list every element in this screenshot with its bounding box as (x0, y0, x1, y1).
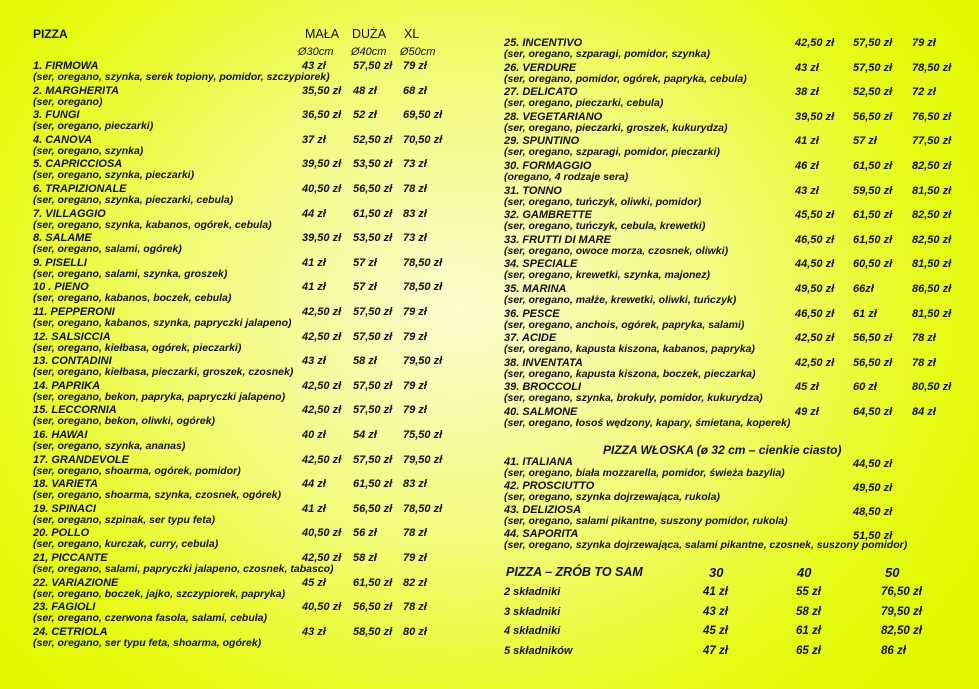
pizza-name: 12. SALSICCIA (33, 330, 111, 343)
pizza-name: 26. VERDURE (504, 61, 577, 74)
pizza-ingredients: (ser, oregano, łosoś wędzony, kapary, śmietana, koperek) (504, 417, 791, 429)
price-large: 57 zł (353, 281, 377, 294)
wloska-name: 42. PROSCIUTTO (504, 480, 595, 492)
zrob-price-40: 65 zł (796, 644, 821, 657)
pizza-ingredients: (ser, oregano, shoarma, szynka, czosnek, ogórek) (33, 489, 282, 502)
pizza-ingredients: (ser, oregano, kiełbasa, ogórek, pieczarki) (33, 341, 242, 354)
price-xl: 79,50 zł (403, 355, 443, 368)
price-large: 61,50 zł (353, 207, 393, 220)
price-large: 61 zł (853, 307, 877, 320)
price-xl: 76,50 zł (912, 110, 952, 123)
price-large: 56,50 zł (353, 183, 393, 195)
pizza-ingredients: (ser, oregano, ser typu feta, shoarma, ogórek) (33, 636, 262, 649)
price-large: 57,50 zł (353, 404, 393, 417)
pizza-name: 10 . PIENO (33, 281, 89, 294)
price-large: 56,50 zł (353, 502, 393, 515)
pizza-ingredients: (ser, oregano, szynka, ananas) (33, 440, 186, 452)
pizza-ingredients: (ser, oregano, szynka, pieczarki) (33, 169, 195, 182)
diameter-xl: Ø50cm (400, 46, 436, 58)
price-large: 57,50 zł (353, 306, 393, 318)
pizza-name: 40. SALMONE (504, 406, 578, 418)
price-small: 44 zł (302, 478, 326, 491)
pizza-ingredients: (ser, oregano, kabanos, szynka, papryczki jalapeno) (33, 317, 292, 329)
price-large: 52 zł (353, 109, 377, 122)
price-large: 57,50 zł (353, 453, 393, 466)
price-xl: 73 zł (403, 232, 427, 245)
price-small: 42,50 zł (302, 379, 342, 392)
pizza-name: 2. MARGHERITA (33, 84, 119, 97)
price-small: 42,50 zł (302, 453, 342, 466)
wloska-price: 51,50 zł (853, 530, 893, 542)
pizza-name: 11. PEPPERONI (33, 306, 115, 318)
pizza-name: 32. GAMBRETTE (504, 209, 593, 222)
price-xl: 82 zł (403, 576, 427, 589)
price-large: 57,50 zł (353, 60, 393, 72)
pizza-ingredients: (ser, oregano, małże, krewetki, oliwki, tuńczyk) (504, 294, 737, 306)
pizza-ingredients: (oregano, 4 rodzaje sera) (504, 171, 629, 183)
zrob-col-40: 40 (797, 565, 812, 580)
zrob-label: 3 składniki (504, 605, 561, 618)
pizza-name: 34. SPECIALE (504, 258, 578, 271)
price-small: 37 zł (302, 133, 326, 146)
zrob-price-50: 82,50 zł (881, 625, 922, 637)
size-label-xl: XL (404, 27, 420, 41)
price-xl: 78,50 zł (403, 502, 443, 515)
price-large: 61,50 zł (353, 576, 393, 589)
pizza-name: 23. FAGIOLI (33, 601, 96, 614)
price-xl: 70,50 zł (403, 133, 443, 146)
pizza-name: 39. BROCCOLI (504, 381, 582, 394)
price-large: 61,50 zł (853, 233, 893, 246)
price-xl: 78 zł (403, 527, 427, 540)
price-large: 57 zł (853, 135, 877, 148)
price-large: 61,50 zł (853, 160, 893, 172)
price-small: 42,50 zł (795, 332, 835, 345)
price-large: 56 zł (353, 527, 377, 540)
pizza-ingredients: (ser, oregano, shoarma, ogórek, pomidor) (33, 464, 241, 477)
size-label-small: MAŁA (305, 27, 340, 41)
zrob-title: PIZZA – ZRÓB TO SAM (506, 565, 643, 579)
pizza-name: 6. TRAPIZIONALE (33, 183, 127, 195)
price-xl: 82,50 zł (912, 233, 952, 246)
pizza-name: 13. CONTADINI (33, 355, 112, 368)
pizza-name: 28. VEGETARIANO (504, 110, 603, 123)
pizza-ingredients: (ser, oregano, salami, papryczki jalapeno, czosnek, tabasco) (33, 563, 334, 575)
price-xl: 78 zł (403, 601, 427, 614)
price-small: 41 zł (302, 256, 326, 269)
price-xl: 77,50 zł (912, 135, 952, 148)
price-xl: 80,50 zł (912, 381, 952, 394)
price-small: 45 zł (795, 381, 819, 394)
price-xl: 78 zł (912, 332, 936, 345)
pizza-ingredients: (ser, oregano, pieczarki) (33, 120, 154, 133)
price-small: 43 zł (302, 625, 326, 638)
price-small: 36,50 zł (302, 109, 342, 122)
price-xl: 78 zł (403, 183, 427, 195)
price-small: 44 zł (302, 207, 326, 220)
price-xl: 81,50 zł (912, 184, 952, 197)
pizza-ingredients: (ser, oregano, szparagi, pomidor, pieczarki) (504, 146, 720, 159)
pizza-name: 37. ACIDE (504, 332, 557, 345)
price-xl: 79 zł (403, 404, 427, 417)
pizza-ingredients: (ser, oregano, kapusta kiszona, kabanos, papryka) (504, 343, 755, 356)
price-xl: 83 zł (403, 207, 427, 220)
zrob-price-40: 58 zł (796, 605, 821, 618)
price-large: 56,50 zł (853, 356, 893, 369)
pizza-name: 16. HAWAI (33, 429, 88, 441)
pizza-name: 19. SPINACI (33, 502, 96, 515)
price-small: 46 zł (795, 160, 819, 172)
wloska-name: 44. SAPORITA (504, 528, 579, 540)
pizza-name: 38. INVENTATA (504, 356, 583, 369)
zrob-price-40: 61 zł (796, 625, 821, 637)
zrob-price-50: 86 zł (881, 644, 906, 657)
price-large: 60,50 zł (853, 258, 893, 271)
pizza-name: 18. VARIETA (33, 478, 98, 491)
price-large: 58 zł (353, 552, 377, 564)
price-large: 60 zł (853, 381, 877, 394)
pizza-name: 29. SPUNTINO (504, 135, 580, 148)
menu-title: PIZZA (33, 27, 68, 41)
price-large: 57,50 zł (353, 330, 393, 343)
pizza-name: 31. TONNO (504, 184, 562, 197)
price-large: 52,50 zł (853, 86, 893, 99)
size-label-large: DUŻA (352, 27, 387, 41)
price-small: 46,50 zł (795, 233, 835, 246)
pizza-ingredients: (ser, oregano, owoce morza, czosnek, oliwki) (504, 244, 729, 257)
price-xl: 80 zł (403, 625, 427, 638)
price-xl: 81,50 zł (912, 307, 952, 320)
pizza-name: 20. POLLO (33, 527, 90, 540)
wloska-ingredients: (ser, oregano, salami pikantne, suszony pomidor, rukola) (504, 515, 788, 527)
pizza-name: 25. INCENTIVO (504, 37, 583, 49)
wloska-ingredients: (ser, oregano, biała mozzarella, pomidor, świeża bazylia) (504, 467, 785, 479)
zrob-price-50: 76,50 zł (881, 586, 922, 598)
pizza-ingredients: (ser, oregano, szynka, pieczarki, cebula) (33, 194, 234, 206)
pizza-name: 14. PAPRIKA (33, 379, 101, 392)
price-large: 66zł (853, 283, 874, 295)
wloska-header: PIZZA WŁOSKA (ø 32 cm – cienkie ciasto) (603, 443, 842, 457)
pizza-name: 36. PESCE (504, 307, 560, 320)
price-small: 45,50 zł (795, 209, 835, 222)
zrob-price-30: 45 zł (703, 625, 728, 637)
price-small: 39,50 zł (795, 110, 835, 123)
zrob-label: 2 składniki (504, 586, 561, 598)
pizza-name: 5. CAPRICCIOSA (33, 158, 123, 171)
price-large: 56,50 zł (853, 332, 893, 345)
zrob-label: 5 składników (504, 644, 573, 657)
zrob-price-30: 47 zł (703, 644, 728, 657)
pizza-name: 3. FUNGI (33, 109, 80, 122)
price-xl: 86,50 zł (912, 283, 952, 295)
price-xl: 78,50 zł (403, 281, 443, 294)
pizza-name: 15. LECCORNIA (33, 404, 117, 417)
zrob-price-30: 43 zł (703, 605, 728, 618)
price-small: 42,50 zł (795, 37, 835, 49)
diameter-small: Ø30cm (298, 46, 334, 58)
price-large: 53,50 zł (353, 158, 393, 171)
price-large: 57 zł (353, 256, 377, 269)
price-small: 40,50 zł (302, 527, 342, 540)
price-large: 58 zł (353, 355, 377, 368)
price-small: 41 zł (302, 281, 326, 294)
pizza-ingredients: (ser, oregano, salami, ogórek) (33, 243, 182, 256)
pizza-ingredients: (ser, oregano, kiełbasa, pieczarki, groszek, czosnek) (33, 366, 294, 379)
pizza-ingredients: (ser, oregano) (33, 95, 103, 108)
price-xl: 69,50 zł (403, 109, 443, 122)
price-small: 43 zł (795, 61, 819, 74)
pizza-ingredients: (ser, oregano, boczek, jajko, szczypiorek, papryka) (33, 587, 286, 600)
price-large: 57,50 zł (853, 37, 893, 49)
price-small: 43 zł (795, 184, 819, 197)
pizza-ingredients: (ser, oregano, salami, szynka, groszek) (33, 267, 228, 280)
price-small: 43 zł (302, 355, 326, 368)
wloska-price: 44,50 zł (853, 458, 893, 470)
price-xl: 79 zł (403, 330, 427, 343)
price-small: 44,50 zł (795, 258, 835, 271)
price-small: 43 zł (302, 60, 326, 72)
pizza-name: 33. FRUTTI DI MARE (504, 233, 611, 246)
price-large: 48 zł (353, 84, 377, 97)
zrob-label: 4 składniki (504, 625, 561, 637)
price-xl: 68 zł (403, 84, 427, 97)
price-small: 40 zł (302, 429, 326, 441)
pizza-ingredients: (ser, oregano, szynka, serek topiony, pomidor, szczypiorek) (33, 71, 330, 83)
price-small: 42,50 zł (302, 552, 342, 564)
pizza-ingredients: (ser, oregano, szynka, brokuły, pomidor, kukurydza) (504, 392, 763, 405)
price-small: 40,50 zł (302, 183, 342, 195)
price-small: 46,50 zł (795, 307, 835, 320)
zrob-price-50: 79,50 zł (881, 605, 922, 618)
pizza-name: 22. VARIAZIONE (33, 576, 119, 589)
pizza-ingredients: (ser, oregano, kurczak, curry, cebula) (33, 538, 219, 551)
diameter-large: Ø40cm (351, 46, 387, 58)
pizza-name: 24. CETRIOLA (33, 625, 108, 638)
wloska-price: 48,50 zł (853, 506, 893, 518)
price-xl: 79 zł (403, 306, 427, 318)
price-large: 64,50 zł (853, 406, 893, 418)
price-small: 38 zł (795, 86, 819, 99)
pizza-ingredients: (ser, oregano, pieczarki, cebula) (504, 97, 664, 110)
pizza-ingredients: (ser, oregano, szynka) (33, 144, 144, 157)
price-small: 49 zł (795, 406, 819, 418)
pizza-name: 35. MARINA (504, 283, 567, 295)
price-xl: 73 zł (403, 158, 427, 171)
pizza-ingredients: (ser, oregano, tuńczyk, oliwki, pomidor) (504, 195, 702, 208)
pizza-ingredients: (ser, oregano, szynka, kabanos, ogórek, cebula) (33, 218, 272, 231)
price-small: 42,50 zł (302, 306, 342, 318)
price-xl: 82,50 zł (912, 160, 952, 172)
price-small: 41 zł (302, 502, 326, 515)
price-small: 41 zł (795, 135, 819, 148)
price-xl: 79,50 zł (403, 453, 443, 466)
wloska-ingredients: (ser, oregano, szynka dojrzewająca, salami pikantne, czosnek, suszony pomidor) (504, 539, 908, 551)
price-xl: 78,50 zł (403, 256, 443, 269)
pizza-name: 30. FORMAGGIO (504, 160, 592, 172)
price-large: 53,50 zł (353, 232, 393, 245)
price-large: 56,50 zł (853, 110, 893, 123)
price-small: 39,50 zł (302, 232, 342, 245)
pizza-ingredients: (ser, oregano, kapusta kiszona, boczek, pieczarka) (504, 367, 756, 380)
pizza-name: 27. DELICATO (504, 86, 578, 99)
pizza-ingredients: (ser, oregano, kabanos, boczek, cebula) (33, 292, 232, 305)
price-small: 42,50 zł (302, 330, 342, 343)
pizza-ingredients: (ser, oregano, szparagi, pomidor, szynka) (504, 48, 710, 60)
pizza-name: 9. PISELLI (33, 256, 87, 269)
price-small: 45 zł (302, 576, 326, 589)
pizza-ingredients: (ser, oregano, czerwona fasola, salami, cebula) (33, 612, 268, 625)
pizza-ingredients: (ser, oregano, bekon, papryka, papryczki jalapeno) (33, 390, 286, 403)
price-xl: 78,50 zł (912, 61, 952, 74)
wloska-price: 49,50 zł (853, 482, 893, 494)
pizza-name: 4. CANOVA (33, 133, 93, 146)
price-xl: 72 zł (912, 86, 936, 99)
pizza-ingredients: (ser, oregano, tuńczyk, cebula, krewetki) (504, 220, 706, 233)
pizza-ingredients: (ser, oregano, krewetki, szynka, majonez) (504, 269, 710, 282)
wloska-name: 41. ITALIANA (504, 456, 573, 468)
price-small: 40,50 zł (302, 601, 342, 614)
price-xl: 83 zł (403, 478, 427, 491)
price-large: 54 zł (353, 429, 377, 441)
price-xl: 79 zł (403, 552, 427, 564)
pizza-ingredients: (ser, oregano, szpinak, ser typu feta) (33, 513, 216, 526)
pizza-ingredients: (ser, oregano, anchois, ogórek, papryka, salami) (504, 318, 745, 331)
price-xl: 75,50 zł (403, 429, 443, 441)
price-xl: 81,50 zł (912, 258, 952, 271)
wloska-ingredients: (ser, oregano, szynka dojrzewająca, rukola) (504, 491, 720, 503)
zrob-col-30: 30 (709, 565, 724, 580)
pizza-ingredients: (ser, oregano, pieczarki, groszek, kukurydza) (504, 121, 728, 134)
price-large: 52,50 zł (353, 133, 393, 146)
zrob-col-50: 50 (885, 565, 900, 580)
price-xl: 79 zł (912, 37, 936, 49)
pizza-name: 7. VILLAGGIO (33, 207, 106, 220)
price-large: 57,50 zł (353, 379, 393, 392)
price-large: 58,50 zł (353, 625, 393, 638)
price-xl: 79 zł (403, 379, 427, 392)
pizza-ingredients: (ser, oregano, pomidor, ogórek, papryka, cebula) (504, 72, 747, 85)
price-xl: 79 zł (403, 60, 427, 72)
pizza-name: 1. FIRMOWA (33, 60, 99, 72)
price-xl: 82,50 zł (912, 209, 952, 222)
price-large: 57,50 zł (853, 61, 893, 74)
price-small: 39,50 zł (302, 158, 342, 171)
price-large: 56,50 zł (353, 601, 393, 614)
pizza-name: 21, PICCANTE (33, 552, 108, 564)
price-large: 61,50 zł (853, 209, 893, 222)
price-small: 49,50 zł (795, 283, 835, 295)
pizza-name: 8. SALAME (33, 232, 92, 245)
price-small: 35,50 zł (302, 84, 342, 97)
price-xl: 78 zł (912, 356, 936, 369)
wloska-name: 43. DELIZIOSA (504, 504, 582, 516)
price-xl: 84 zł (912, 406, 936, 418)
pizza-ingredients: (ser, oregano, bekon, oliwki, ogórek) (33, 415, 216, 428)
price-large: 59,50 zł (853, 184, 893, 197)
pizza-name: 17. GRANDEVOLE (33, 453, 129, 466)
zrob-price-30: 41 zł (703, 586, 728, 598)
zrob-price-40: 55 zł (796, 586, 821, 598)
price-large: 61,50 zł (353, 478, 393, 491)
price-small: 42,50 zł (795, 356, 835, 369)
price-small: 42,50 zł (302, 404, 342, 417)
